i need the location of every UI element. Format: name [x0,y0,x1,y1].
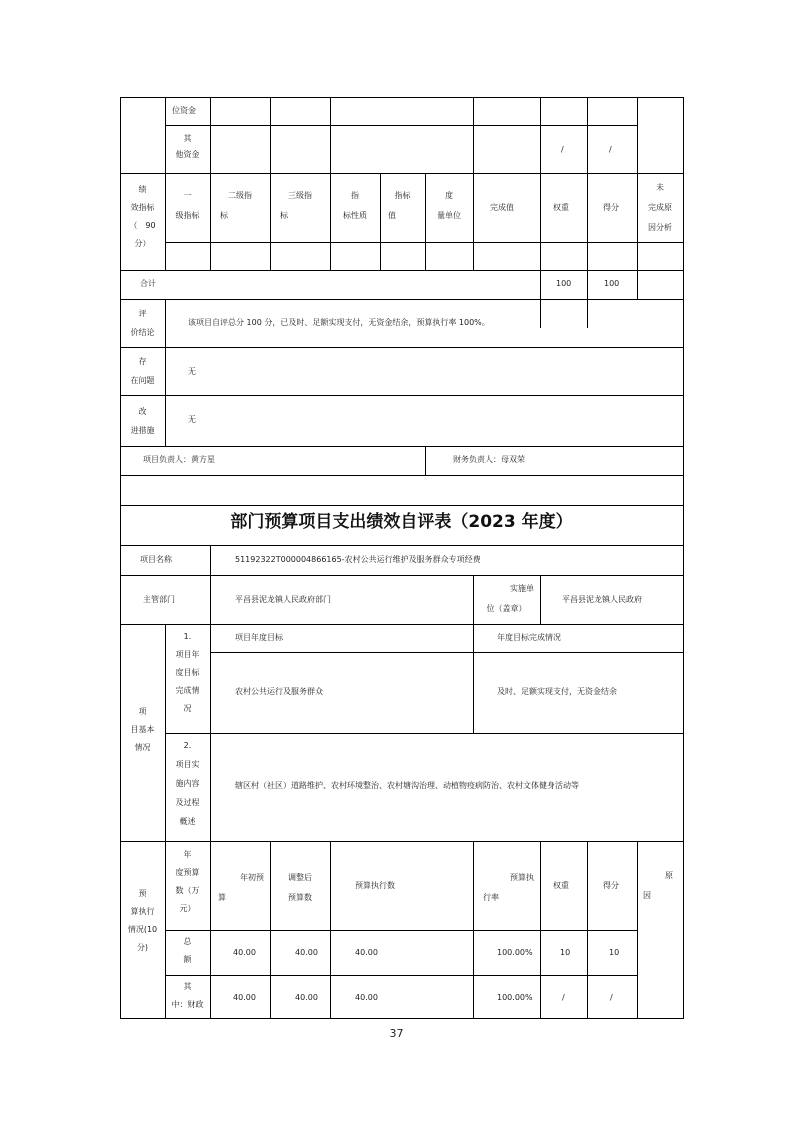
annual-goal-text: 农村公共运行及服务群众 [235,687,323,696]
fund-row-label: 位资金 [172,106,196,115]
form-title: 部门预算项目支出绩效自评表（2023 年度） [230,512,573,532]
implementation-content-label: 2. 项目实 施内容 及过程 概述 [175,741,200,826]
executed-amount-value: 40.00 [355,948,378,957]
basic-info-label: 项 目基本 情况 [130,707,155,752]
header-reason: 原 因 [643,871,673,900]
fiscal-amount-label: 其 中：财政 [171,982,204,1009]
annual-budget-label: 年 度预算 数（万 元） [175,850,200,913]
executed-amount-value: 40.00 [355,993,378,1002]
weight-value: / [562,993,565,1002]
implementing-unit-value: 平昌县泥龙镇人民政府 [562,595,642,604]
header-nature: 指 标性质 [343,191,367,220]
score-value: 10 [609,948,620,957]
problems-text: 无 [188,367,196,376]
other-fund-label: 其 他资金 [175,134,200,159]
total-weight: 100 [556,279,572,288]
header-completed-value: 完成值 [490,203,514,212]
slash-weight: / [561,145,564,154]
header-initial-budget: 年初预 算 [218,873,264,902]
execution-rate-value: 100.00% [497,948,533,957]
header-level2: 二级指 标 [220,191,252,220]
implementing-unit-label: 实施单 位（盖章） [486,584,534,613]
project-name-value: 51192322T000004866165-农村公共运行维护及服务群众专项经费 [235,555,481,564]
improvement-label: 改 进措施 [130,407,155,435]
header-level3: 三级指 标 [280,191,312,220]
score-value: / [610,993,613,1002]
problems-label: 存 在问题 [130,357,155,385]
total-amount-label: 总 额 [183,937,192,964]
header-unit: 度 量单位 [437,191,461,220]
performance-indicator-label: 绩 效指标 （ 90 分） [129,185,156,248]
header-score: 得分 [603,203,619,212]
evaluation-label: 评 价结论 [130,309,155,337]
annual-goal-header: 项目年度目标 [235,633,283,642]
slash-score: / [609,145,612,154]
header-index-value: 指标 值 [388,191,411,220]
finance-leader: 财务负责人：母双荣 [453,455,525,464]
header-reason-analysis: 未 完成原 因分析 [648,183,672,232]
header-weight: 权重 [553,203,569,212]
adjusted-budget-value: 40.00 [295,948,318,957]
weight-value: 10 [560,948,571,957]
annual-goal-label: 1. 项目年 度目标 完成情 况 [175,632,200,713]
evaluation-text: 该项目自评总分 100 分，已及时、足额实现支付，无资金结余，预算执行率 100%。 [188,318,490,327]
department-label: 主管部门 [143,595,175,604]
project-leader: 项目负责人：黄方星 [143,455,215,464]
execution-rate-value: 100.00% [497,993,533,1002]
total-label: 合计 [140,279,156,288]
total-score: 100 [604,279,620,288]
header-execution-rate: 预算执 行率 [483,873,534,902]
page-number: 37 [389,1027,404,1040]
goal-completion-header: 年度目标完成情况 [497,633,561,642]
goal-completion-text: 及时、足额实现支付，无资金结余 [497,687,617,696]
budget-execution-label: 预 算执行 情况(10 分) [127,889,158,952]
header-level1: 一 级指标 [175,191,200,220]
header-budget-weight: 权重 [553,881,569,890]
adjusted-budget-value: 40.00 [295,993,318,1002]
header-adjusted-budget: 调整后 预算数 [288,873,312,902]
initial-budget-value: 40.00 [233,948,256,957]
improvement-text: 无 [188,415,196,424]
header-executed-amount: 预算执行数 [355,881,395,890]
header-budget-score: 得分 [603,881,619,890]
initial-budget-value: 40.00 [233,993,256,1002]
implementation-content-text: 辖区村（社区）道路维护、农村环境整治、农村塘沟治理、动植物疫病防治、农村文体健身活动等 [235,781,579,790]
project-name-label: 项目名称 [140,555,172,564]
department-value: 平昌县泥龙镇人民政府部门 [235,595,331,604]
